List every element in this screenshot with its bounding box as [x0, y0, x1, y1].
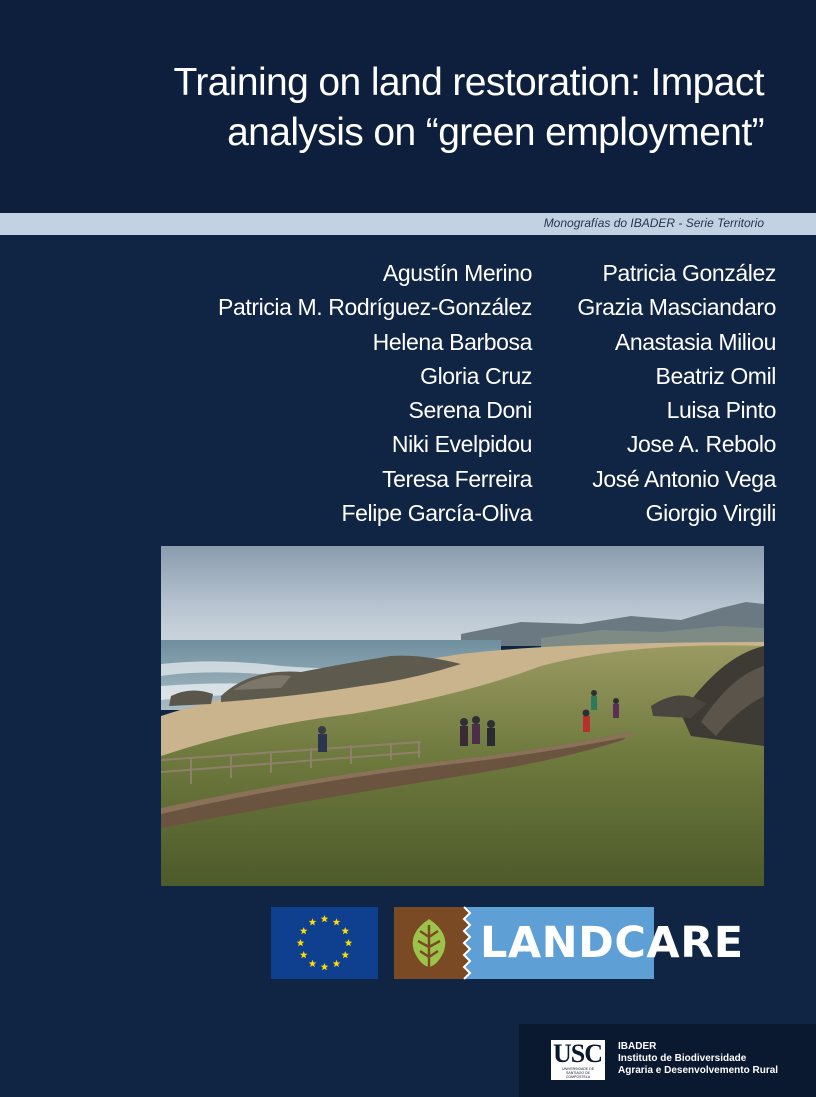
author-name: Felipe García-Oliva [341, 500, 532, 527]
title-line-1: Training on land restoration: Impact [173, 61, 764, 104]
cover-header [0, 0, 816, 213]
author-list-right [577, 256, 776, 530]
author-name: Grazia Masciandaro [577, 294, 776, 321]
usc-mark: USC [553, 1039, 603, 1068]
title-line-2: analysis on “green employment” [227, 111, 764, 154]
series-label: Monografías do IBADER - Serie Territorio [543, 216, 764, 230]
ibader-text [618, 1041, 778, 1077]
author-name: Gloria Cruz [420, 362, 532, 389]
author-name: Niki Evelpidou [391, 431, 532, 458]
author-name: Serena Doni [408, 397, 532, 424]
author-name: Jose A. Rebolo [626, 431, 776, 458]
landcare-wordmark: LANDCARE [480, 918, 744, 968]
author-name: José Antonio Vega [592, 465, 776, 492]
author-name: Patricia González [602, 260, 776, 286]
author-name: Anastasia Miliou [614, 328, 776, 355]
author-name: Patricia M. Rodríguez-González [218, 294, 532, 321]
ibader-line-1: Instituto de Biodiversidade [618, 1053, 747, 1064]
eu-flag-logo [271, 907, 378, 979]
author-name: Helena Barbosa [372, 328, 532, 355]
author-name: Agustín Merino [382, 260, 532, 286]
author-name: Giorgio Virgili [645, 500, 776, 527]
author-name: Beatriz Omil [655, 362, 776, 389]
author-name: Teresa Ferreira [382, 465, 532, 492]
cover-photo-coastal-boardwalk [161, 546, 764, 886]
ibader-name: IBADER [618, 1041, 657, 1052]
usc-university-name: UNIVERSIDADE DE SANTIAGO DE COMPOSTELA [561, 1067, 595, 1079]
usc-ibader-logo [519, 1024, 816, 1097]
leaf-icon [406, 917, 452, 969]
ibader-line-2: Agraria e Desenvolvemento Rural [618, 1065, 779, 1076]
cover-title [64, 58, 764, 158]
landcare-logo [394, 907, 744, 979]
author-name: Luisa Pinto [666, 397, 776, 424]
usc-logo-box [551, 1040, 605, 1080]
author-list-left [218, 256, 532, 530]
zigzag-edge-icon [456, 907, 472, 979]
